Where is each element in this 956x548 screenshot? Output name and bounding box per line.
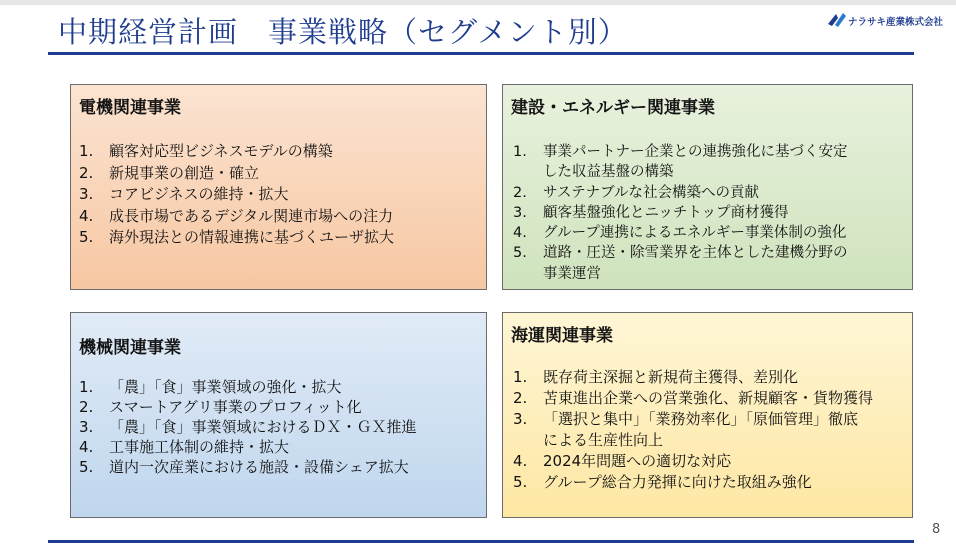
segment-title: 電機関連事業	[79, 98, 181, 118]
list-item: 2. スマートアグリ事業のプロフィット化	[79, 398, 362, 416]
list-item: 2. 新規事業の創造・確立	[79, 163, 260, 182]
segment-title: 機械関連事業	[79, 338, 181, 358]
list-item: 5. グループ総合力発揮に向けた取組み強化	[513, 473, 812, 491]
list-item: 3. 「農」「食」事業領域におけるＤＸ・ＧＸ推進	[79, 418, 417, 436]
strategy-list	[79, 377, 417, 477]
segment-title: 海運関連事業	[511, 326, 613, 346]
list-item: 1. 既存荷主深掘と新規荷主獲得、差別化	[513, 368, 799, 386]
strategy-list	[513, 367, 873, 493]
company-logo	[826, 10, 946, 32]
segment-box-construction-energy	[502, 84, 913, 290]
list-item: 2. サステナブルな社会構築への貢献	[513, 184, 760, 201]
segment-box-electrical	[70, 84, 487, 290]
list-item: 4. グループ連携によるエネルギー事業体制の強化	[513, 225, 847, 242]
strategy-list	[513, 142, 848, 284]
list-item: 5. 道内一次産業における施設・設備シェア拡大	[79, 458, 409, 476]
strategy-list	[79, 141, 394, 249]
logo-mark-icon	[826, 10, 848, 30]
list-item: 4. 工事施工体制の維持・拡大	[79, 438, 290, 456]
list-item: 1. 事業パートナー企業との連携強化に基づく安定 した収益基盤の構築	[513, 144, 848, 181]
list-item: 3. コアビジネスの維持・拡大	[79, 185, 289, 203]
list-item: 3. 「選択と集中」「業務効率化」「原価管理」徹底 による生産性向上	[513, 410, 859, 449]
list-item: 5. 道路・圧送・除雪業界を主体とした建機分野の 事業運営	[513, 245, 848, 282]
page-number: 8	[932, 522, 941, 537]
segment-box-shipping	[502, 312, 913, 518]
slide-title: 中期経営計画 事業戦略（セグメント別）	[58, 15, 628, 49]
list-item: 1. 顧客対応型ビジネスモデルの構築	[79, 142, 333, 160]
list-item: 3. 顧客基盤強化とニッチトップ商材獲得	[513, 204, 789, 221]
footer-rule	[48, 540, 914, 543]
list-item: 4. 2024年問題への適切な対応	[513, 452, 732, 470]
list-item: 2. 苫東進出企業への営業強化、新規顧客・貨物獲得	[513, 389, 874, 407]
segment-title: 建設・エネルギー関連事業	[511, 98, 715, 118]
segment-box-machinery	[70, 312, 487, 518]
list-item: 1. 「農」「食」事業領域の強化・拡大	[79, 378, 342, 396]
list-item: 4. 成長市場であるデジタル関連市場への注力	[79, 206, 394, 225]
top-strip	[0, 0, 956, 5]
logo-text: ナラサキ産業株式会社	[848, 17, 944, 28]
title-underline	[48, 52, 914, 55]
list-item: 5. 海外現法との情報連携に基づくユーザ拡大	[79, 228, 395, 246]
